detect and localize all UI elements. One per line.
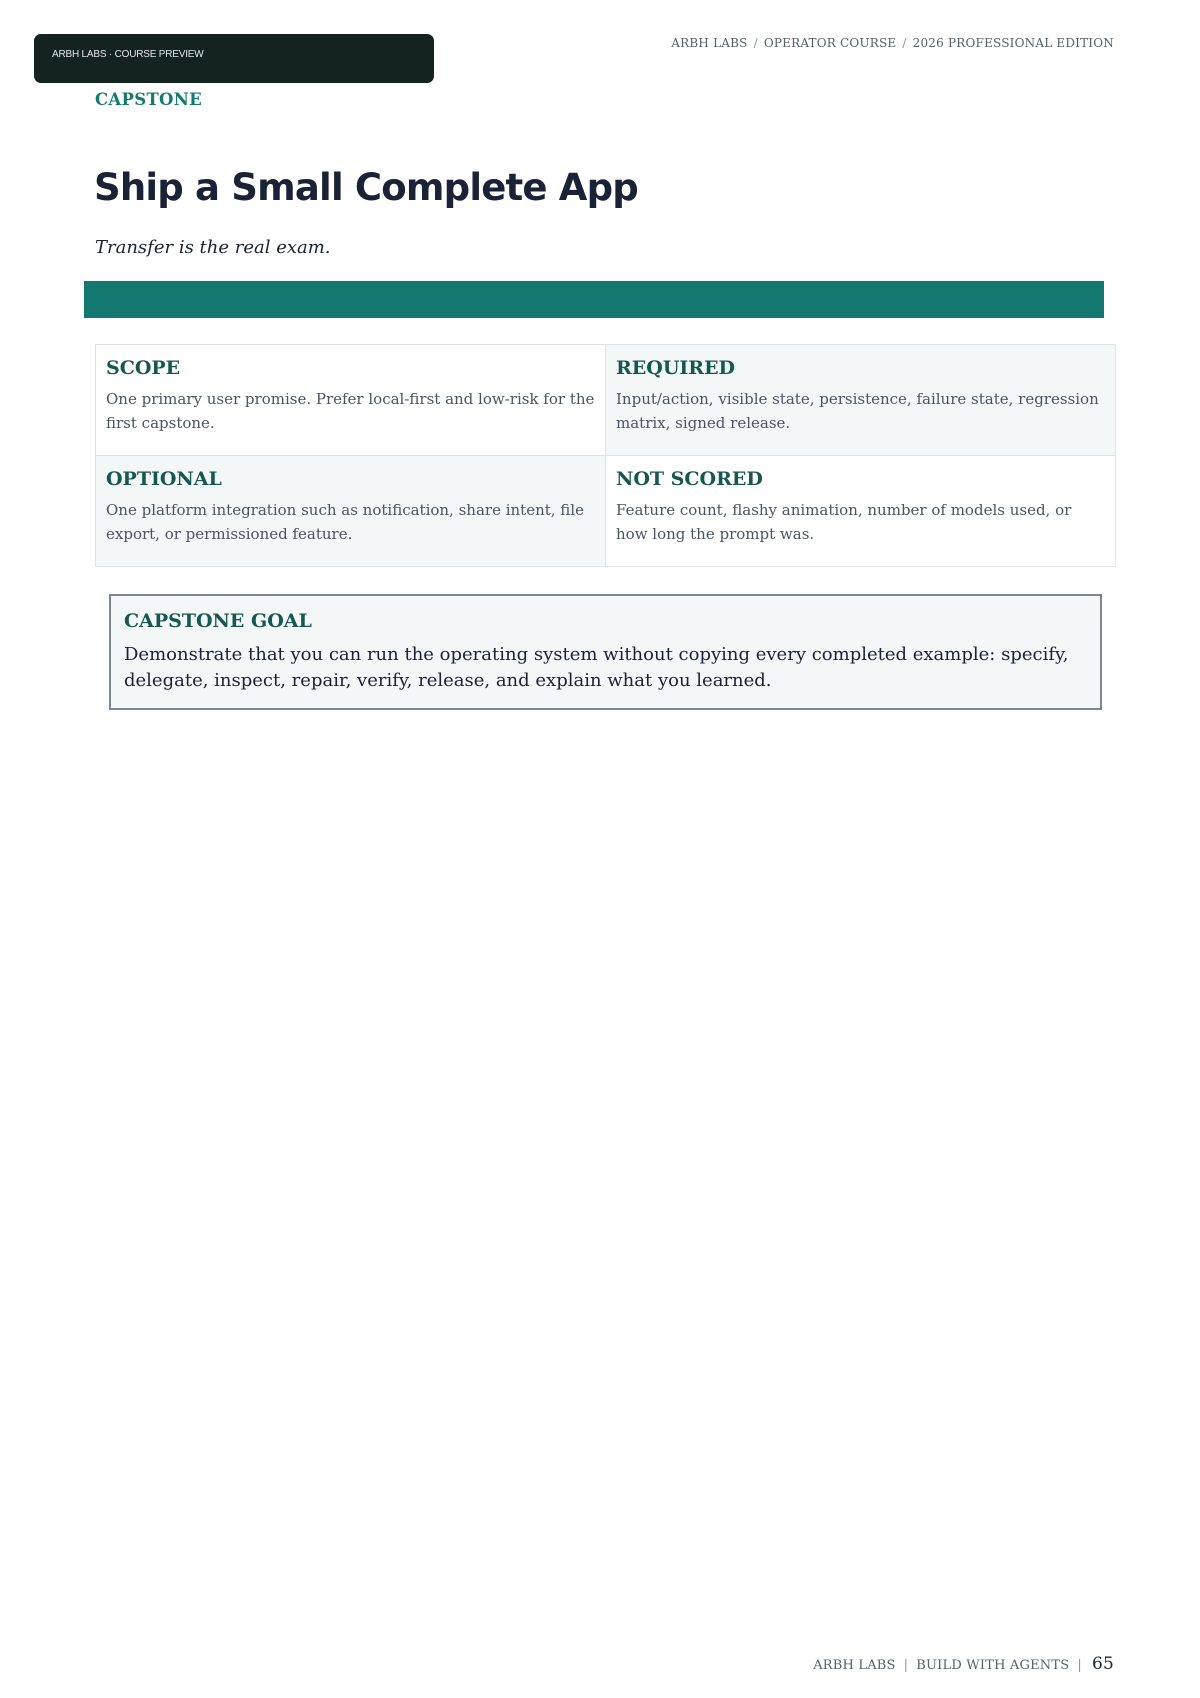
course-preview-badge (34, 34, 434, 83)
page-number: 65 (1091, 1654, 1114, 1674)
footer-brand: ARBH LABS (813, 1658, 896, 1673)
criteria-heading: SCOPE (106, 357, 181, 379)
criteria-cell-not-scored (606, 456, 1116, 567)
running-head-brand: ARBH LABS (671, 36, 748, 50)
criteria-body: Input/action, visible state, persistence, failure state, regression matrix, signed release. (616, 390, 1099, 432)
running-head-separator: / (902, 36, 907, 50)
accent-band (84, 281, 1104, 318)
section-eyebrow: CAPSTONE (95, 90, 202, 109)
capstone-goal-body: Demonstrate that you can run the operating system without copying every completed example: specify, delegate, inspect, repair, verify, release, and explain what you learned. (124, 644, 1069, 691)
footer-course: BUILD WITH AGENTS (916, 1658, 1070, 1673)
running-head-separator: / (753, 36, 758, 50)
footer-separator: | (903, 1658, 909, 1673)
running-head-course: OPERATOR COURSE (763, 36, 897, 50)
running-head (671, 36, 1114, 50)
criteria-cell-scope (96, 345, 606, 456)
criteria-cell-optional (96, 456, 606, 567)
page-footer (813, 1654, 1114, 1674)
capstone-goal-heading: CAPSTONE GOAL (124, 610, 312, 632)
criteria-body: Feature count, flashy animation, number of models used, or how long the prompt was. (616, 501, 1072, 543)
course-preview-badge-label: ARBH LABS · COURSE PREVIEW (52, 49, 204, 60)
criteria-grid (95, 344, 1115, 567)
criteria-heading: REQUIRED (616, 357, 736, 379)
criteria-heading: NOT SCORED (616, 468, 763, 490)
running-head-edition: 2026 PROFESSIONAL EDITION (912, 36, 1114, 50)
page-title: Ship a Small Complete App (94, 166, 638, 209)
capstone-goal-callout (109, 594, 1102, 710)
criteria-body: One primary user promise. Prefer local-first and low-risk for the first capstone. (106, 390, 595, 432)
criteria-body: One platform integration such as notification, share intent, file export, or permissioned feature. (106, 501, 584, 543)
page-subtitle: Transfer is the real exam. (95, 237, 331, 258)
criteria-heading: OPTIONAL (106, 468, 222, 490)
footer-separator: | (1077, 1658, 1082, 1673)
criteria-cell-required (606, 345, 1116, 456)
